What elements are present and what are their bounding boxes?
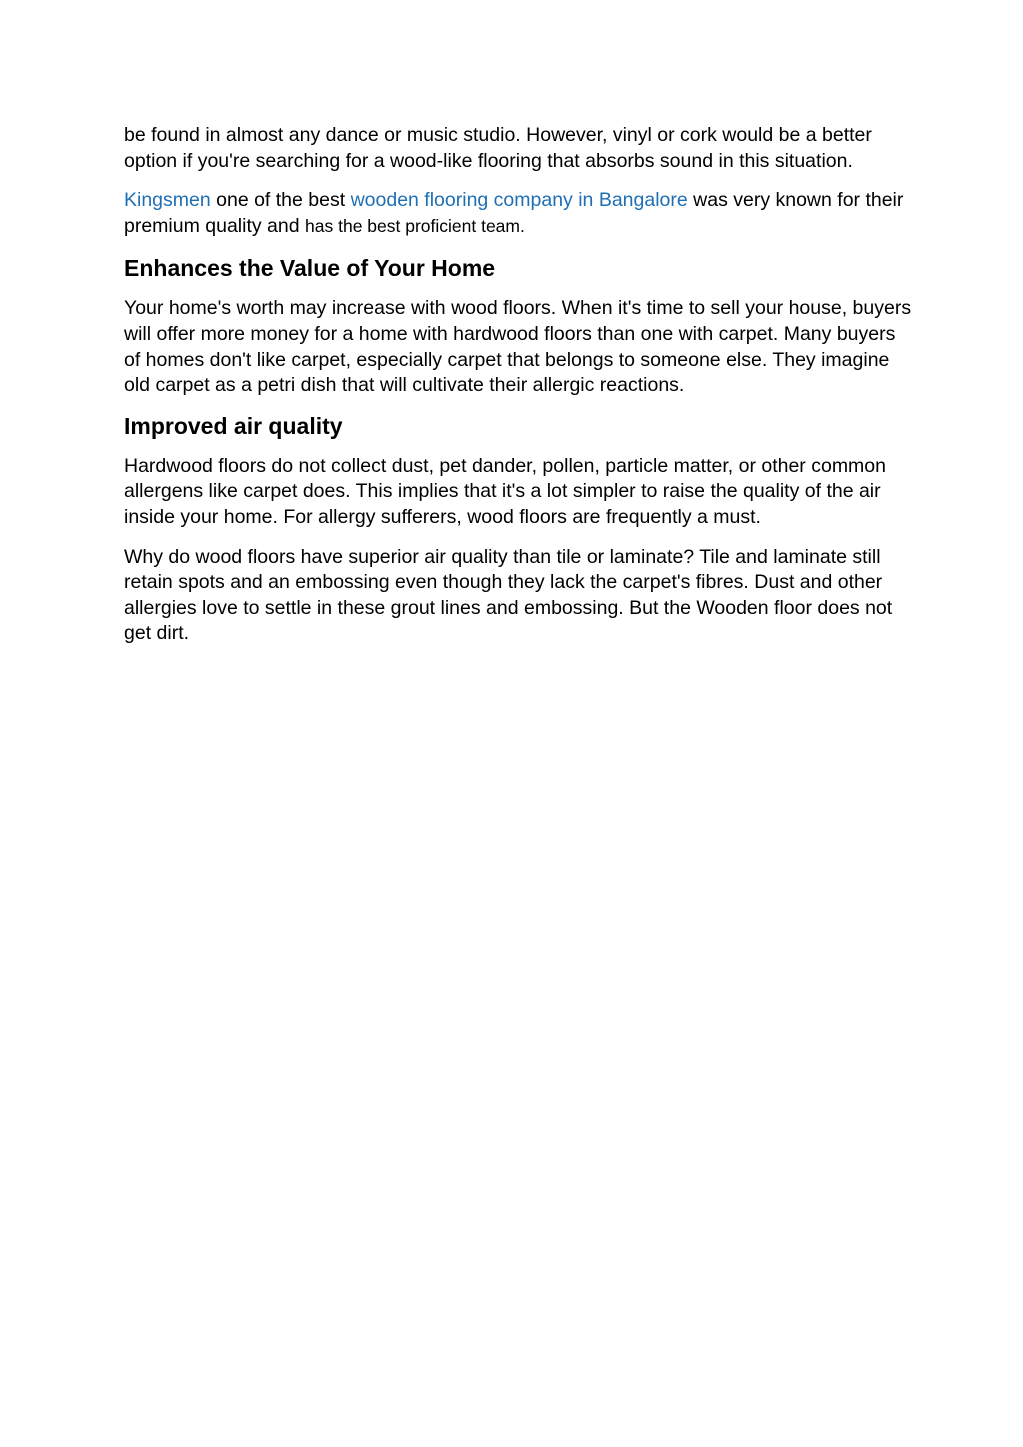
article-body [124, 123, 914, 647]
kingsmen-text-2: was very known for their premium quality and [124, 189, 904, 237]
kingsmen-link[interactable]: Kingsmen [124, 189, 211, 212]
air-quality-heading: Improved air quality [124, 412, 343, 439]
kingsmen-text-1: one of the best [210, 189, 351, 212]
kingsmen-text-small: has the best proficient team. [305, 215, 525, 236]
air-quality-paragraph-1: Hardwood floors do not collect dust, pet dander, pollen, particle matter, or other common allergens like carpet does. This implies that it's a lot simpler to raise the quality of the air inside your home. For allergy sufferers, wood floors are frequently a must. [124, 454, 886, 528]
air-quality-paragraph-2: Why do wood floors have superior air quality than tile or laminate? Tile and laminate still retain spots and an embossing even though they lack the carpet's fibres. Dust and other allergies love to settle in these grout lines and embossing. But the Wooden floor does not get dirt. [124, 545, 893, 645]
value-paragraph: Your home's worth may increase with wood floors. When it's time to sell your house, buyers will offer more money for a home with hardwood floors than one with carpet. Many buyers of homes don't like carpet, especially carpet that belongs to someone else. They imagine old carpet as a petri dish that will cultivate their allergic reactions. [124, 297, 912, 397]
value-heading: Enhances the Value of Your Home [124, 255, 496, 282]
kingsmen-paragraph [124, 188, 914, 239]
intro-paragraph: be found in almost any dance or music studio. However, vinyl or cork would be a better option if you're searching for a wood-like flooring that absorbs sound in this situation. [124, 124, 872, 172]
wooden-flooring-link[interactable]: wooden flooring company in Bangalore [350, 189, 688, 212]
